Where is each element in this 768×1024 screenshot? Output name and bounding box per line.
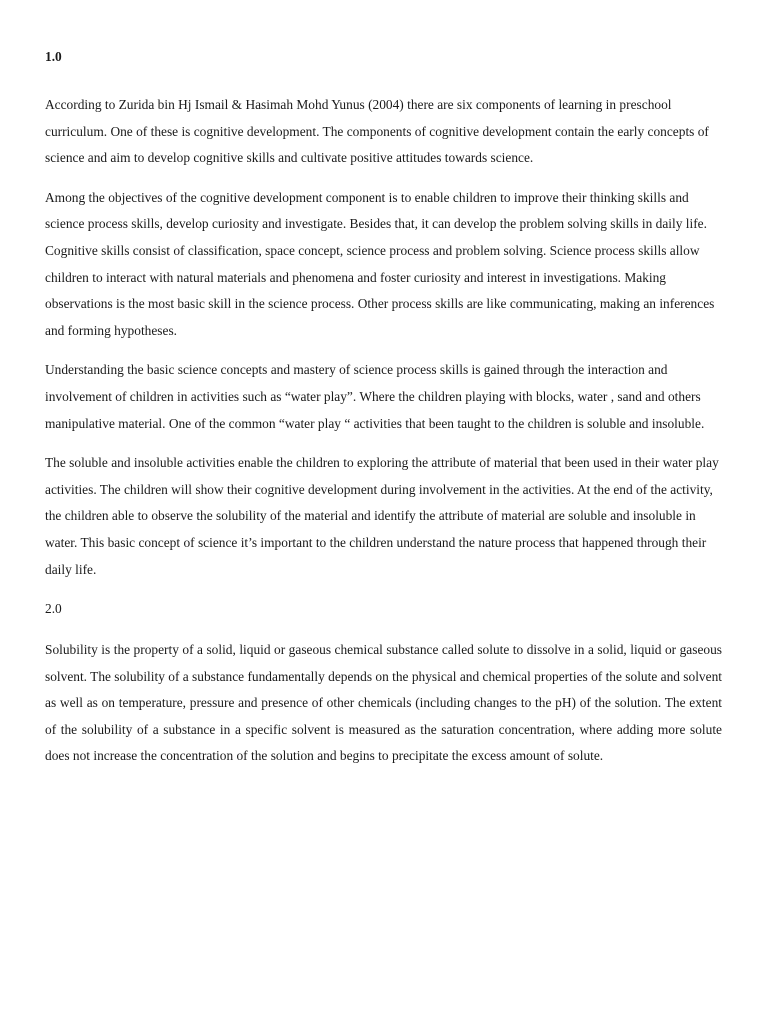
section-1-paragraph-1: According to Zurida bin Hj Ismail & Hasimah Mohd Yunus (2004) there are six components of learning in preschool curriculum. One of these is cognitive development. The components of cognitive development contain the early concepts of science and aim to develop cognitive skills and cultivate positive attitudes towards science. [45,97,709,166]
document-page [45,44,722,783]
section-1-paragraph-2: Among the objectives of the cognitive development component is to enable children to improve their thinking skills and science process skills, develop curiosity and investigate. Besides that, it can develop the problem solving skills in daily life. Cognitive skills consist of classification, space concept, science process and problem solving. Science process skills allow children to interact with natural materials and phenomena and foster curiosity and interest in investigations. Making observations is the most basic skill in the science process. Other process skills are like communicating, making an inferences and forming hypotheses. [45,189,715,338]
section-1-paragraph-4: The soluble and insoluble activities enable the children to exploring the attribute of material that been used in their water play activities. The children will show their cognitive development during involvement in the activities. At the end of the activity, the children able to observe the solubility of the material and identify the attribute of material are soluble and insoluble in water. This basic concept of science it’s important to the children understand the nature process that happened through their daily life. [45,455,719,577]
section-1-paragraph-3: Understanding the basic science concepts and mastery of science process skills is gained through the interaction and involvement of children in activities such as “water play”. Where the children playing with blocks, water , sand and others manipulative material. One of the common “water play “ activities that been taught to the children is soluble and insoluble. [45,362,705,431]
section-2-heading: 2.0 [45,601,62,617]
section-2-paragraph-1: Solubility is the property of a solid, liquid or gaseous chemical substance called solute to dissolve in a solid, liquid or gaseous solvent. The solubility of a substance fundamentally depends on the physical and chemical properties of the solute and solvent as well as on temperature, pressure and presence of other chemicals (including changes to the pH) of the solution. The extent of the solubility of a substance in a specific solvent is measured as the saturation concentration, where adding more solute does not increase the concentration of the solution and begins to precipitate the excess amount of solute. [45,642,722,764]
section-1-heading: 1.0 [45,49,62,64]
